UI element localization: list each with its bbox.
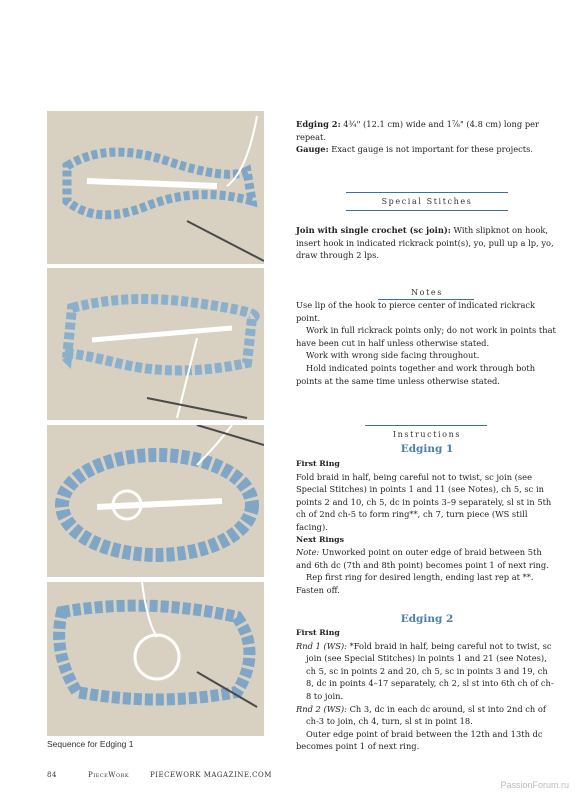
note-3: Work with wrong side facing throughout. — [306, 350, 480, 361]
divider — [346, 192, 508, 193]
magazine-name: PieceWork — [88, 771, 130, 779]
note-text: Unworked point on outer edge of braid between 5th and 6th dc (7th and 8th point) becomes point 1 of next ring. — [296, 547, 549, 570]
sc-join-label: Join with single crochet (sc join): — [296, 225, 451, 235]
note-1: Use lip of the hook to pierce center of indicated rickrack point. — [296, 300, 536, 323]
next-rings-label: Next Rings — [296, 534, 345, 544]
photo-step-3 — [47, 425, 264, 577]
divider — [346, 210, 508, 211]
edging2-size-text: 4¾" (12.1 cm) wide and 1⅞" (4.8 cm) long per repeat. — [296, 119, 540, 142]
rnd1-text: *Fold braid in half, being careful not to twist, sc join (see Special Stitches) in points 1 and 21 (see Notes), ch 5, sc in points 2 and 20, ch 5, sc in points 3 and 19, ch 8, dc in points 4–17 separately, ch 2, sl st into 6th ch of ch-8 to join. — [306, 640, 554, 701]
sc-join-text: With slipknot on hook, insert hook in indicated rickrack point(s), yo, pull up a lp, yo, draw through 2 lps. — [296, 225, 554, 261]
rnd2-text: Ch 3, dc in each dc around, sl st into 2nd ch of ch-3 to join, ch 4, turn, sl st in point 18. — [306, 703, 546, 727]
edging2-title: Edging 2 — [400, 613, 454, 625]
rnd1-label: Rnd 1 (WS): — [296, 640, 347, 651]
edging2-size-label: Edging 2: — [296, 119, 341, 129]
page-number: 84 — [47, 771, 57, 779]
edging2-body — [296, 627, 558, 753]
edging1-title: Edging 1 — [400, 443, 454, 455]
gauge-label: Gauge: — [296, 144, 329, 155]
photo-step-4 — [47, 582, 264, 736]
gauge-text: Exact gauge is not important for these projects. — [331, 144, 533, 155]
edging1-body — [296, 458, 558, 597]
photo-step-2 — [47, 268, 264, 420]
note-label: Note: — [296, 547, 320, 558]
outer-edge-text: Outer edge point of braid between the 12th and 13th dc becomes point 1 of next ring. — [296, 728, 543, 752]
repeat-text: Rep first ring for desired length, ending last rep at **. Fasten off. — [296, 572, 534, 595]
photo-caption: Sequence for Edging 1 — [47, 739, 134, 749]
watermark: PassionForum.ru — [500, 780, 569, 790]
notes-heading: Notes — [411, 288, 443, 297]
first-ring-text: Fold braid in half, being careful not to twist, sc join (see Special Stitches) in points 1 and 11 (see Notes), ch 5, sc in points 2 and 10, ch 5, dc in points 3–9 separately, sl st in 5th ch of 2nd ch-5 to form ring**, ch 7, turn piece (WS still facing). — [296, 471, 552, 532]
first-ring-label: First Ring — [296, 628, 340, 637]
first-ring-label: First Ring — [296, 459, 340, 468]
rnd2-label: Rnd 2 (WS): — [296, 703, 347, 714]
website: PIECEWORK MAGAZINE.COM — [150, 771, 272, 779]
special-stitches-heading: Special Stitches — [381, 197, 473, 206]
notes-body — [296, 299, 558, 387]
size-info — [296, 118, 558, 156]
instructions-heading: Instructions — [392, 430, 462, 439]
note-4: Hold indicated points together and work through both points at the same time unless otherwise stated. — [296, 362, 536, 386]
divider — [365, 425, 487, 426]
note-2: Work in full rickrack points only; do not work in points that have been cut in half unless otherwise stated. — [296, 325, 556, 348]
photo-step-1 — [47, 111, 264, 264]
special-stitches-body — [296, 224, 558, 262]
